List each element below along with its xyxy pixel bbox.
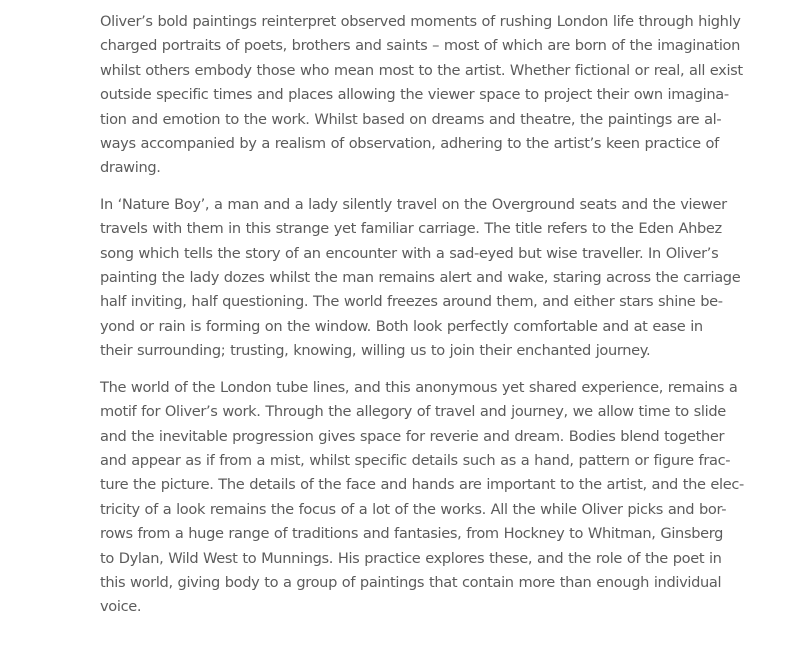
article-body — [100, 10, 744, 632]
text-line: motif for Oliver’s work. Through the allegory of travel and journey, we allow time to slide — [100, 403, 726, 421]
paragraph-intro — [100, 10, 743, 181]
text-line: this world, giving body to a group of paintings that contain more than enough individual — [100, 573, 722, 591]
text-line: ways accompanied by a realism of observation, adhering to the artist’s keen practice of — [100, 135, 719, 153]
text-line: and the inevitable progression gives space for reverie and dream. Bodies blend together — [100, 427, 725, 445]
text-line: their surrounding; trusting, knowing, willing us to join their enchanted journey. — [100, 342, 651, 360]
text-line: song which tells the story of an encounter with a sad-eyed but wise traveller. In Oliver’s — [100, 244, 719, 262]
text-line: The world of the London tube lines, and this anonymous yet shared experience, remains a — [100, 378, 738, 396]
text-line: ture the picture. The details of the face and hands are important to the artist, and the elec- — [100, 476, 744, 494]
text-line: yond or rain is forming on the window. Both look perfectly comfortable and at ease in — [100, 317, 703, 335]
text-line: whilst others embody those who mean most to the artist. Whether fictional or real, all exist — [100, 61, 743, 79]
paragraph-tube-lines — [100, 376, 744, 620]
text-line: tion and emotion to the work. Whilst based on dreams and theatre, the paintings are al- — [100, 110, 722, 128]
paragraph-nature-boy — [100, 193, 741, 364]
text-line: charged portraits of poets, brothers and saints – most of which are born of the imagination — [100, 37, 741, 55]
text-line: outside specific times and places allowing the viewer space to project their own imagina- — [100, 86, 729, 104]
text-line: painting the lady dozes whilst the man remains alert and wake, staring across the carriage — [100, 269, 741, 287]
text-line: rows from a huge range of traditions and fantasies, from Hockney to Whitman, Ginsberg — [100, 525, 724, 543]
text-line: voice. — [100, 598, 142, 616]
text-line: In ‘Nature Boy’, a man and a lady silently travel on the Overground seats and the viewer — [100, 195, 727, 213]
text-line: to Dylan, Wild West to Munnings. His practice explores these, and the role of the poet in — [100, 549, 722, 567]
text-line: Oliver’s bold paintings reinterpret observed moments of rushing London life through highly — [100, 13, 741, 30]
text-line: travels with them in this strange yet familiar carriage. The title refers to the Eden Ahbez — [100, 220, 722, 238]
text-line: and appear as if from a mist, whilst specific details such as a hand, pattern or figure frac- — [100, 451, 731, 469]
text-line: half inviting, half questioning. The world freezes around them, and either stars shine be- — [100, 293, 723, 311]
text-line: tricity of a look remains the focus of a lot of the works. All the while Oliver picks and bor- — [100, 500, 727, 518]
text-line: drawing. — [100, 159, 161, 177]
